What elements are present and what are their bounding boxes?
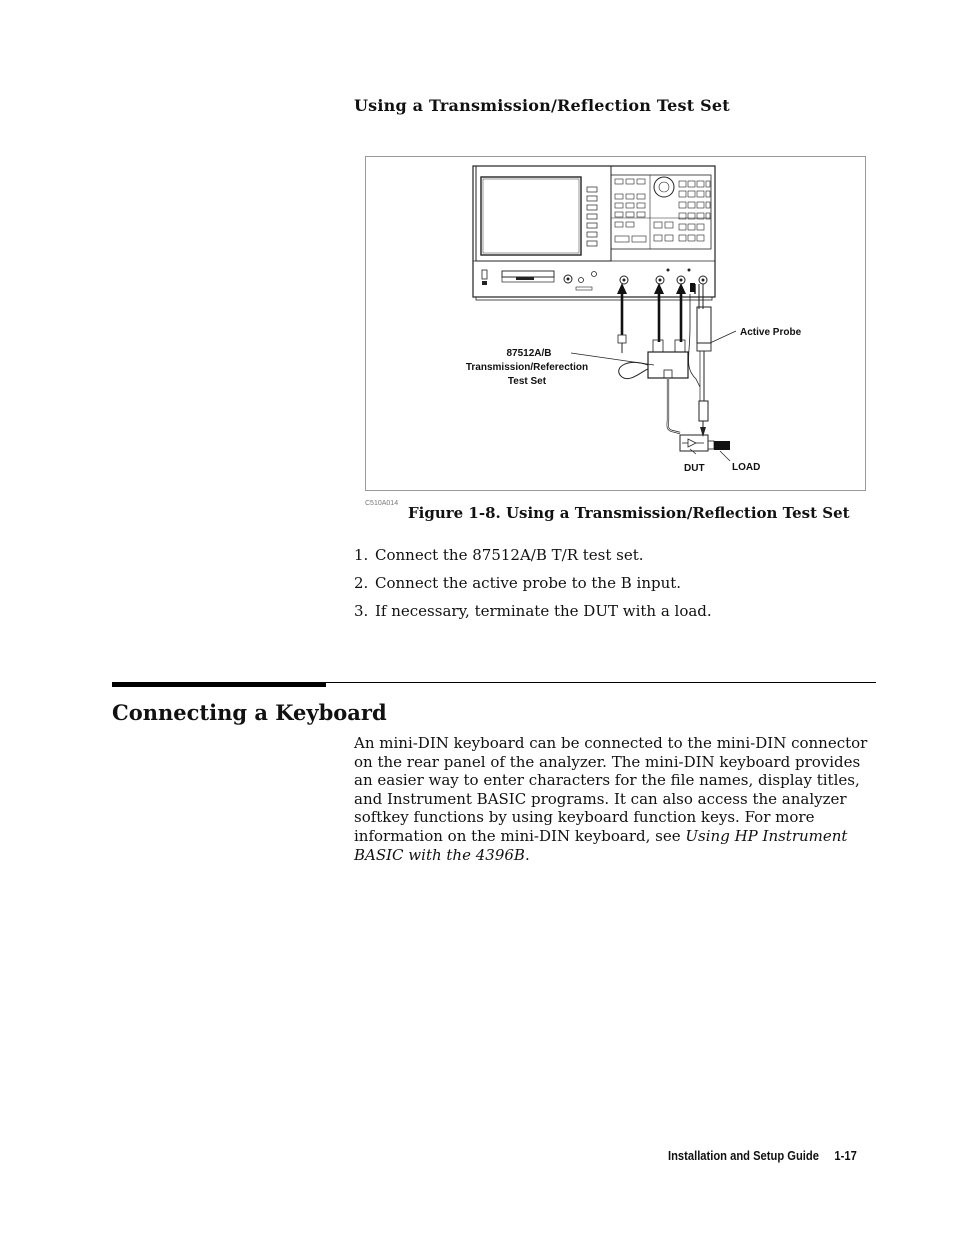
step-text: If necessary, terminate the DUT with a load. bbox=[375, 602, 712, 620]
active-probe-label: Active Probe bbox=[740, 327, 802, 338]
step-text: Connect the 87512A/B T/R test set. bbox=[375, 546, 644, 564]
figure-image-code bbox=[365, 490, 398, 509]
section-divider-bar bbox=[112, 682, 326, 687]
step-number: 1. bbox=[354, 546, 369, 564]
page-number: 1-17 bbox=[834, 1148, 857, 1163]
step-number: 2. bbox=[354, 574, 369, 592]
section-body bbox=[354, 734, 874, 864]
dut-label: DUT bbox=[684, 463, 705, 474]
step-number: 3. bbox=[354, 602, 369, 620]
manual-reference: Using HP Instrument BASIC with the 4396B bbox=[354, 826, 848, 864]
test-set-word-label: Test Set bbox=[507, 376, 547, 387]
body-text-end: . bbox=[524, 845, 530, 864]
figure-subheading: Using a Transmission/Reflection Test Set bbox=[354, 96, 730, 115]
body-text: An mini-DIN keyboard can be connected to the mini-DIN connector on the rear panel of the analyzer. The mini-DIN keyboard provides an easier way to enter characters for the file names, display titles, and Instrument BASIC programs. It can also access the analyzer softkey functions by using keyboard function keys. For more information on the mini-DIN keyboard, see bbox=[354, 734, 868, 845]
section-title: Connecting a Keyboard bbox=[112, 700, 387, 725]
page-footer bbox=[668, 1148, 857, 1163]
footer-guide-title: Installation and Setup Guide bbox=[668, 1148, 819, 1163]
image-code-text: C510A014 bbox=[365, 500, 399, 507]
figure-illustration bbox=[365, 156, 866, 491]
step-text: Connect the active probe to the B input. bbox=[375, 574, 682, 592]
test-set-desc-label: Transmission/Referection bbox=[465, 362, 589, 373]
list-item bbox=[354, 573, 712, 601]
figure-caption: Figure 1-8. Using a Transmission/Reflection Test Set bbox=[408, 504, 850, 522]
list-item bbox=[354, 601, 712, 629]
steps-list bbox=[354, 545, 712, 629]
load-label: LOAD bbox=[732, 462, 761, 473]
instrument-setup-diagram bbox=[366, 157, 865, 490]
test-set-model-label: 87512A/B bbox=[506, 348, 552, 359]
list-item bbox=[354, 545, 712, 573]
